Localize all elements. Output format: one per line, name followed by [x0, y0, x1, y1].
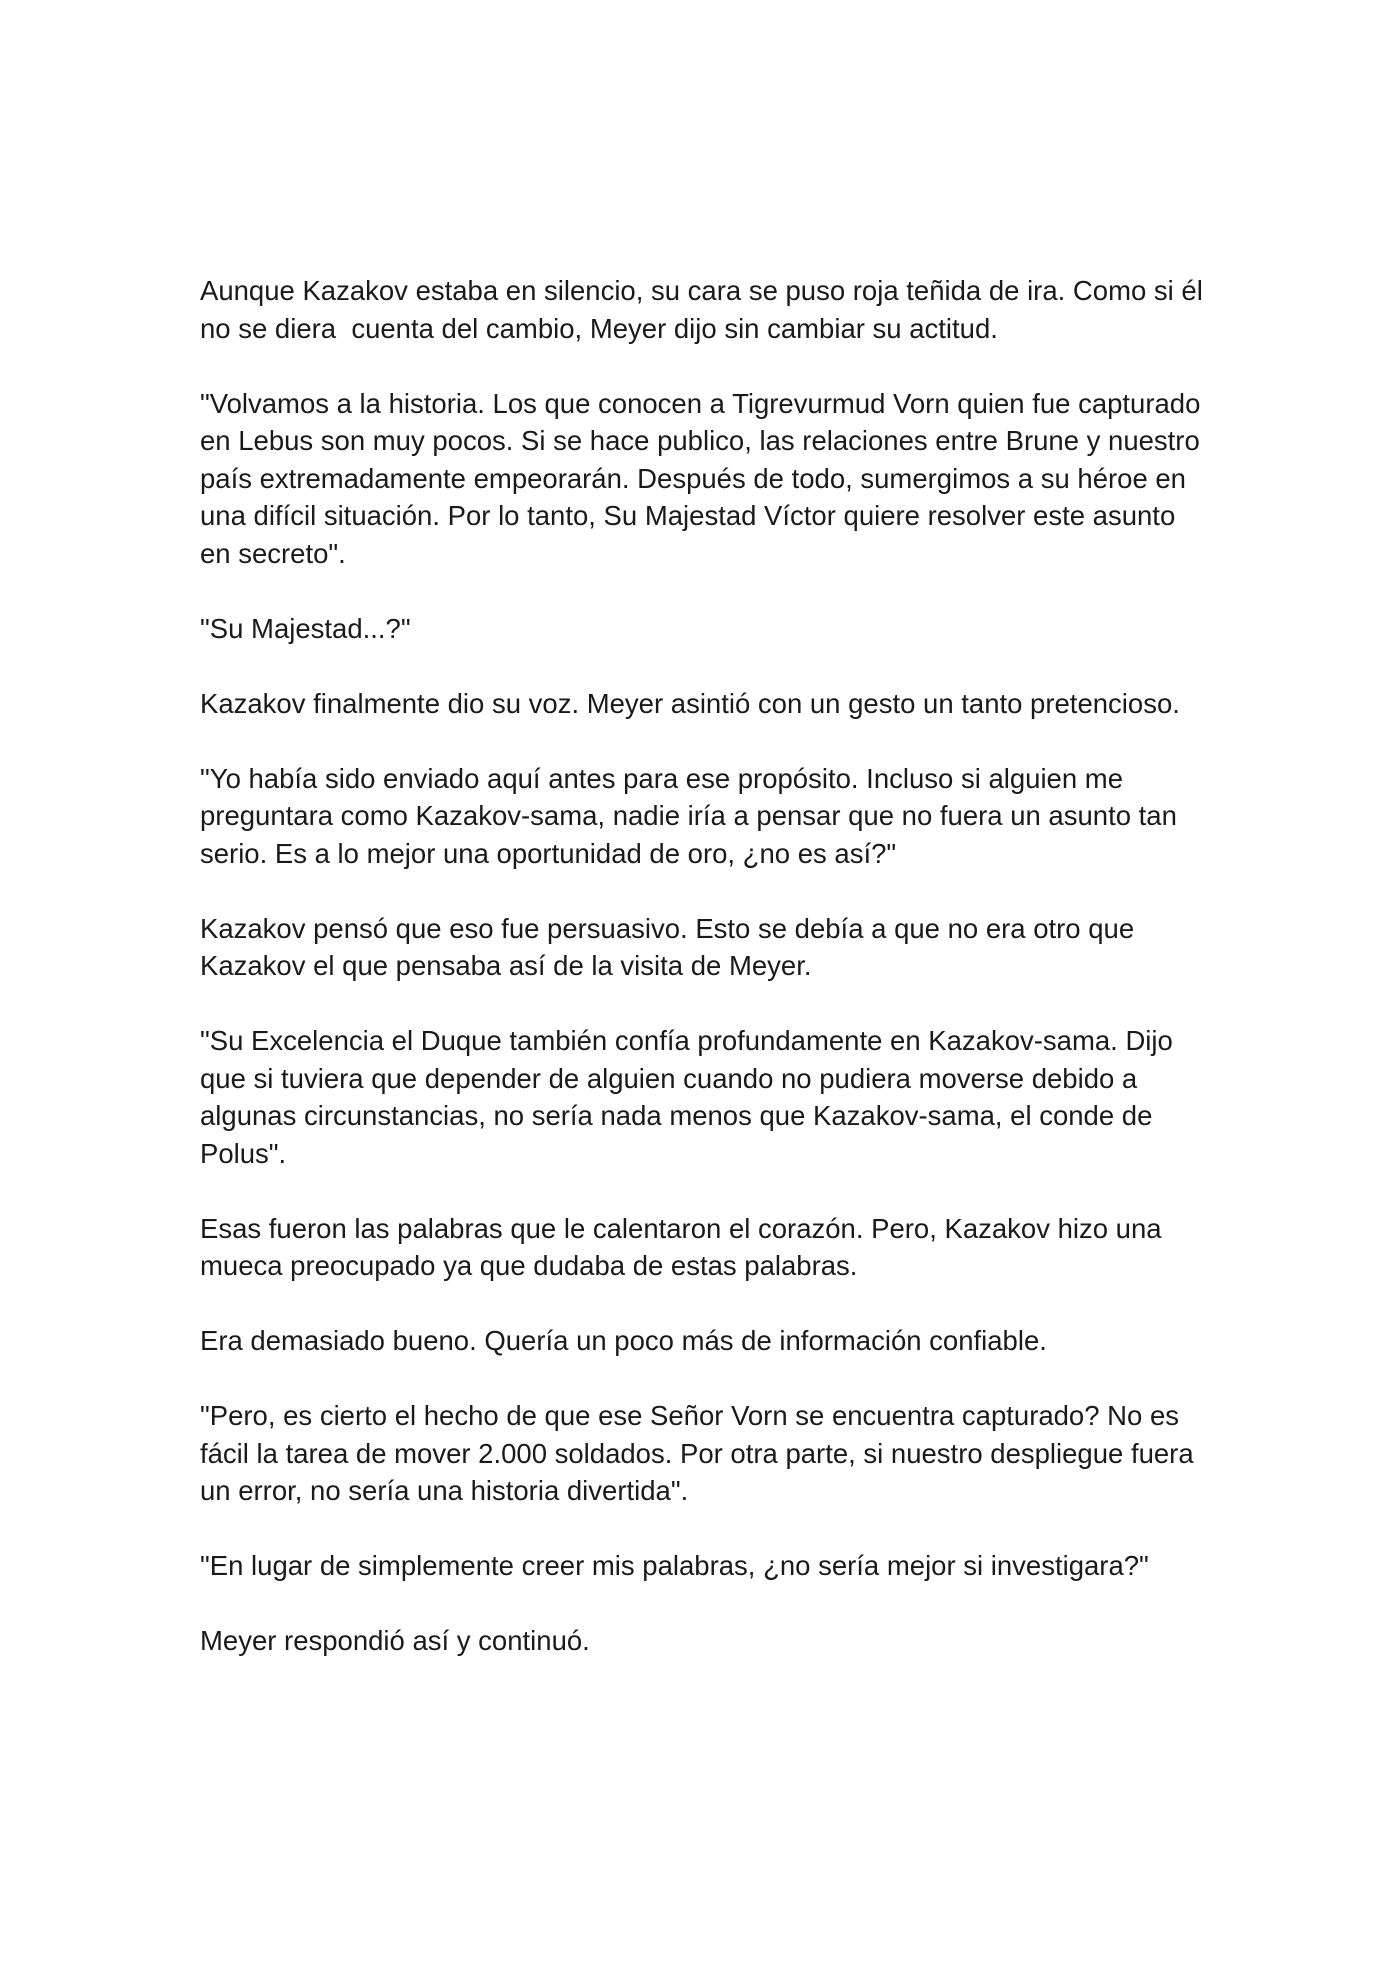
- paragraph-1: Aunque Kazakov estaba en silencio, su cara se puso roja teñida de ira. Como si él no se diera cuenta del cambio, Meyer dijo sin cambiar su actitud.: [200, 275, 1211, 344]
- paragraph-12: Meyer respondió así y continuó.: [200, 1625, 590, 1656]
- document-body: [200, 272, 1210, 1697]
- paragraph-5: "Yo había sido enviado aquí antes para ese propósito. Incluso si alguien me preguntara como Kazakov-sama, nadie iría a pensar que no fuera un asunto tan serio. Es a lo mejor una oportunidad de oro, ¿no es así?": [200, 762, 1185, 869]
- paragraph-2: "Volvamos a la historia. Los que conocen a Tigrevurmud Vorn quien fue capturado en Lebus son muy pocos. Si se hace publico, las relaciones entre Brune y nuestro país extremadamente empeorarán. Después de todo, sumergimos a su héroe en una difícil situación. Por lo tanto, Su Majestad Víctor quiere resolver este asunto en secreto".: [200, 387, 1209, 569]
- paragraph-7: "Su Excelencia el Duque también confía profundamente en Kazakov-sama. Dijo que si tuviera que depender de alguien cuando no pudiera moverse debido a algunas circunstancias, no sería nada menos que Kazakov-sama, el conde de Polus".: [200, 1025, 1181, 1169]
- paragraph-11: "En lugar de simplemente creer mis palabras, ¿no sería mejor si investigara?": [200, 1550, 1149, 1581]
- paragraph-10: "Pero, es cierto el hecho de que ese Señor Vorn se encuentra capturado? No es fácil la tarea de mover 2.000 soldados. Por otra parte, si nuestro despliegue fuera un error, no sería una historia divertida".: [200, 1400, 1202, 1506]
- paragraph-4: Kazakov finalmente dio su voz. Meyer asintió con un gesto un tanto pretencioso.: [200, 687, 1180, 719]
- paragraph-6: Kazakov pensó que eso fue persuasivo. Esto se debía a que no era otro que Kazakov el que pensaba así de la visita de Meyer.: [200, 912, 1142, 981]
- paragraph-3: "Su Majestad...?": [200, 612, 411, 644]
- paragraph-9: Era demasiado bueno. Quería un poco más de información confiable.: [200, 1325, 1047, 1356]
- paragraph-8: Esas fueron las palabras que le calentaron el corazón. Pero, Kazakov hizo una mueca preocupado ya que dudaba de estas palabras.: [200, 1212, 1170, 1281]
